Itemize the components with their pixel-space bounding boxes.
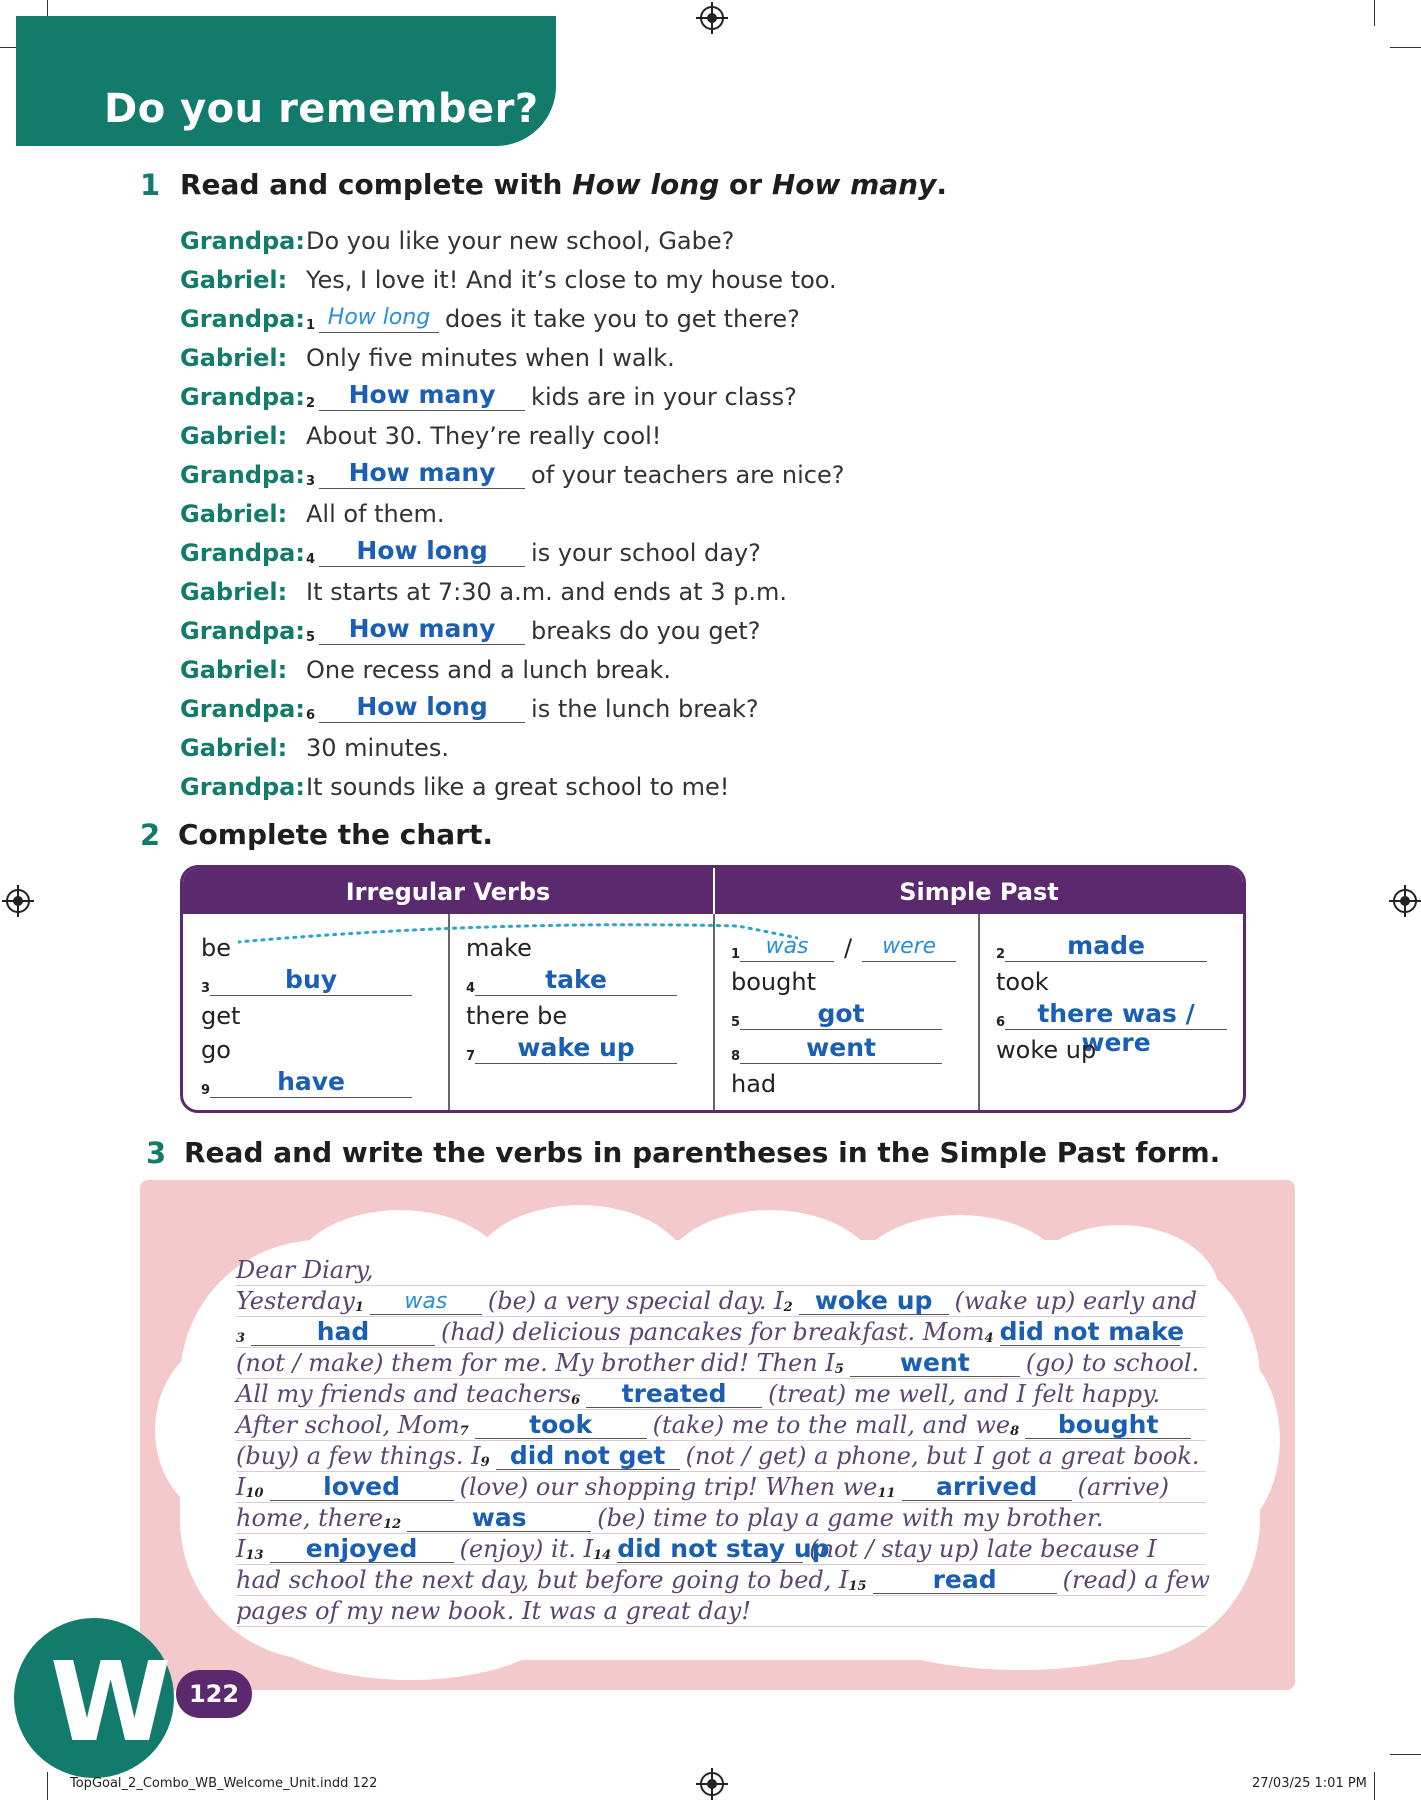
answer-text: was [471,1503,527,1532]
speaker-name: Gabriel: [180,656,288,684]
diary-line [236,1562,1210,1594]
chart-cell[interactable] [466,1030,677,1064]
diary-text: (read) a few [1062,1566,1210,1594]
dialogue-line [180,645,671,684]
verb-text: there be [466,1002,568,1030]
blank-number: 1 [354,1300,364,1315]
diary-line [236,1531,1157,1563]
speaker-name: Grandpa: [180,695,305,723]
diary-text: had school the next day, but before going to bed, I [236,1566,849,1594]
diary-text: (be) a very special day. I [487,1287,784,1315]
line-text: About 30. They’re really cool! [306,422,662,450]
verb-chart [180,865,1246,1113]
chart-cell[interactable] [996,928,1207,962]
blank-number: 7 [466,1049,476,1064]
answer-text: had [316,1317,370,1346]
file-info: TopGoal_2_Combo_WB_Welcome_Unit.indd 122 [70,1776,378,1791]
line-text: It sounds like a great school to me! [306,773,730,801]
answer-blank[interactable] [319,302,439,333]
chart-cell[interactable] [731,1030,942,1064]
answer-text: How long [356,692,488,721]
blank-number: 2 [306,396,316,411]
chart-cell [466,928,532,962]
chart-cell [996,1030,1096,1064]
blank-number: 6 [996,1015,1006,1030]
registration-mark-icon [1393,889,1417,913]
dialogue-line [180,762,729,801]
answer-text: How long [327,305,431,330]
blank-number: 3 [236,1331,246,1346]
diary-text: All my friends and teachers [236,1380,572,1408]
answer-blank[interactable] [210,1067,412,1098]
diary-line [236,1407,1197,1439]
line-text: is your school day? [531,539,761,567]
speaker-name: Grandpa: [180,773,305,801]
answer-blank[interactable] [1025,1410,1191,1439]
diary-text: Dear Diary, [236,1256,374,1284]
answer-text: did not get [509,1441,666,1470]
dialogue-line [180,333,675,372]
blank-number: 4 [466,981,476,996]
answer-blank[interactable] [850,1348,1020,1377]
exercise-title [180,168,947,201]
line-text: Yes, I love it! And it’s close to my house too. [306,266,837,294]
diary-text: home, there [236,1504,384,1532]
answer-blank[interactable] [740,931,834,962]
title-part: How many [771,168,937,201]
dialogue-line [180,723,449,762]
dialogue-line [180,567,787,606]
speaker-name: Grandpa: [180,227,305,255]
answer-text: did not make [999,1317,1185,1346]
speaker-name: Grandpa: [180,539,305,567]
dialogue-line [180,684,759,723]
answer-text: treated [621,1379,727,1408]
blank-number: 9 [480,1455,490,1470]
verb-text: bought [731,968,816,996]
blank-number: 8 [731,1049,741,1064]
diary-line [236,1314,1186,1346]
diary-text: I [236,1535,246,1563]
diary-text: (not / get) a phone, but I got a great book. [685,1442,1200,1470]
ruled-line [236,1626,1206,1627]
blank-number: 6 [571,1393,581,1408]
blank-number: 9 [201,1083,211,1098]
answer-blank[interactable] [270,1534,454,1563]
answer-blank[interactable] [319,536,525,567]
answer-text: read [932,1565,997,1594]
answer-text: made [1067,931,1145,960]
diary-text: Yesterday [236,1287,355,1315]
answer-blank[interactable] [586,1379,762,1408]
diary-text: (enjoy) it. I [459,1535,594,1563]
blank-number: 3 [201,981,211,996]
diary-text: (not / stay up) late because I [809,1535,1157,1563]
dialogue-line [180,372,797,411]
answer-blank[interactable] [407,1503,591,1532]
crop-mark [1374,1772,1375,1800]
verb-text: had [731,1070,777,1098]
speaker-name: Gabriel: [180,266,288,294]
answer-text: How many [348,614,496,643]
verb-text: took [996,968,1049,996]
registration-mark-icon [700,6,724,30]
blank-number: 3 [306,474,316,489]
blank-number: 4 [306,552,316,567]
blank-number: 5 [306,630,316,645]
logo-letter: W [50,1638,172,1766]
answer-blank[interactable] [740,1033,942,1064]
speaker-name: Grandpa: [180,461,305,489]
diary-text: (go) to school. [1025,1349,1200,1377]
page-number: 122 [176,1670,252,1718]
answer-blank[interactable] [496,1441,680,1470]
blank-number: 15 [848,1579,867,1594]
answer-text: were [882,934,937,959]
chart-cell[interactable] [201,1064,412,1098]
exercise-number: 3 [146,1136,167,1170]
chart-cell[interactable] [201,962,412,996]
diary-text: After school, Mom [236,1411,460,1439]
answer-text: went [899,1348,970,1377]
chart-cell [466,996,567,1030]
answer-blank[interactable] [319,692,525,723]
crop-mark [1390,1754,1421,1755]
answer-text: was [765,934,809,959]
line-text: breaks do you get? [531,617,761,645]
verb-text: go [201,1036,231,1064]
diary-text: I [236,1473,246,1501]
answer-blank[interactable] [210,965,412,996]
page-title: Do you remember? [104,86,539,132]
line-text: 30 minutes. [306,734,449,762]
speaker-name: Gabriel: [180,578,288,606]
answer-text: wake up [517,1033,635,1062]
diary-text: (be) time to play a game with my brother. [597,1504,1104,1532]
title-part: Read and complete with [180,168,573,201]
answer-blank[interactable] [740,999,942,1030]
diary-text: (not / make) them for me. My brother did! Then I [236,1349,835,1377]
chart-cell [996,962,1049,996]
verb-text: get [201,1002,241,1030]
answer-text: buy [285,965,338,994]
speaker-name: Gabriel: [180,422,288,450]
dialogue-line [180,450,844,489]
line-text: of your teachers are nice? [531,461,845,489]
line-text: It starts at 7:30 a.m. and ends at 3 p.m. [306,578,788,606]
answer-text: there was / were [1037,999,1195,1057]
speaker-name: Gabriel: [180,344,288,372]
answer-blank[interactable] [475,1410,647,1439]
chart-cell[interactable] [466,962,677,996]
blank-number: 1 [731,947,741,962]
exercise-number: 1 [140,168,161,202]
chart-cell [201,1030,231,1064]
answer-blank[interactable] [475,965,677,996]
header-irregular-verbs: Irregular Verbs [345,878,551,906]
answer-blank[interactable] [999,1317,1185,1346]
answer-text: How long [356,536,488,565]
divider [978,914,980,1110]
verb-text: woke up [996,1036,1097,1064]
registration-mark-icon [700,1772,724,1796]
exercise-title: Read and write the verbs in parentheses in the Simple Past form. [184,1136,1221,1169]
dialogue-line [180,489,445,528]
speaker-name: Grandpa: [180,617,305,645]
answer-text: woke up [814,1286,933,1315]
title-part: . [936,168,947,201]
diary-text: (take) me to the mall, and we [652,1411,1011,1439]
blank-number: 14 [593,1548,612,1563]
answer-text: have [277,1067,345,1096]
blank-number: 11 [877,1486,896,1501]
blank-number: 6 [306,708,316,723]
chart-header [183,868,1243,914]
diary-line [236,1252,374,1284]
diary-line [236,1469,1169,1501]
verb-text: be [201,934,231,962]
header-simple-past: Simple Past [899,878,1059,906]
diary-line [236,1283,1197,1315]
title-part: or [719,168,772,201]
separator: / [844,934,853,962]
answer-blank[interactable] [319,614,525,645]
speaker-name: Gabriel: [180,734,288,762]
answer-text: got [817,999,865,1028]
registration-mark-icon [6,889,30,913]
dialogue-line [180,606,761,645]
dialogue-line [180,294,800,333]
answer-blank[interactable] [902,1472,1072,1501]
answer-text: went [806,1033,876,1062]
answer-blank[interactable] [799,1286,949,1315]
blank-number: 4 [984,1331,994,1346]
line-text: All of them. [306,500,445,528]
blank-number: 2 [783,1300,793,1315]
diary-line [236,1593,751,1625]
diary-text: (wake up) early and [954,1287,1197,1315]
answer-text: was [404,1289,448,1314]
answer-blank[interactable] [319,458,525,489]
answer-text: How many [348,458,496,487]
answer-blank[interactable] [319,380,525,411]
diary-line [236,1376,1160,1408]
answer-blank[interactable] [873,1565,1057,1594]
diary-text: (love) our shopping trip! When we [459,1473,878,1501]
answer-text: How many [348,380,496,409]
blank-number: 12 [383,1517,402,1532]
answer-text: bought [1057,1410,1159,1439]
answer-blank[interactable] [617,1534,830,1563]
dialogue-line [180,216,734,255]
line-text: Do you like your new school, Gabe? [306,227,735,255]
chart-cell[interactable] [731,996,942,1030]
answer-text: took [529,1410,593,1439]
blank-number: 8 [1010,1424,1020,1439]
diary-text: pages of my new book. It was a great day! [236,1597,751,1625]
dialogue-line [180,255,837,294]
answer-text: take [545,965,607,994]
verb-text: make [466,934,532,962]
title-part: How long [572,168,720,201]
answer-blank[interactable] [251,1317,435,1346]
blank-number: 5 [834,1362,844,1377]
answer-blank[interactable] [862,931,956,962]
line-text: Only five minutes when I walk. [306,344,675,372]
crop-mark [1374,0,1375,26]
speaker-name: Gabriel: [180,500,288,528]
diary-line [236,1438,1200,1470]
speaker-name: Grandpa: [180,305,305,333]
blank-number: 5 [731,1015,741,1030]
line-text: kids are in your class? [531,383,797,411]
answer-blank[interactable] [370,1286,482,1315]
print-datetime: 27/03/25 1:01 PM [1252,1776,1367,1791]
blank-number: 7 [459,1424,469,1439]
chart-cell [731,1064,776,1098]
blank-number: 10 [245,1486,264,1501]
answer-text: arrived [935,1472,1038,1501]
answer-text: did not stay up [617,1534,830,1563]
line-text: One recess and a lunch break. [306,656,672,684]
chart-cell [201,996,240,1030]
diary-text: (arrive) [1077,1473,1170,1501]
answer-text: enjoyed [305,1534,418,1563]
answer-text: loved [323,1472,401,1501]
blank-number: 1 [306,318,316,333]
diary-text: (treat) me well, and I felt happy. [768,1380,1161,1408]
speaker-name: Grandpa: [180,383,305,411]
dialogue-line [180,528,761,567]
crop-mark [47,1772,48,1800]
crop-mark [1390,47,1421,48]
answer-blank[interactable] [270,1472,454,1501]
exercise-title: Complete the chart. [178,818,494,851]
chart-cell [201,928,231,962]
answer-blank[interactable] [1005,931,1207,962]
answer-blank[interactable] [475,1033,677,1064]
line-text: does it take you to get there? [445,305,800,333]
line-text: is the lunch break? [531,695,759,723]
diary-text: (had) delicious pancakes for breakfast. Mom [441,1318,985,1346]
diary-line [236,1500,1103,1532]
chart-cell [731,962,816,996]
diary-text: (buy) a few things. I [236,1442,481,1470]
dialogue-line [180,411,661,450]
exercise-number: 2 [140,818,161,852]
blank-number: 2 [996,947,1006,962]
chart-cell[interactable] [731,928,956,962]
blank-number: 13 [245,1548,264,1563]
diary-line [236,1345,1199,1377]
